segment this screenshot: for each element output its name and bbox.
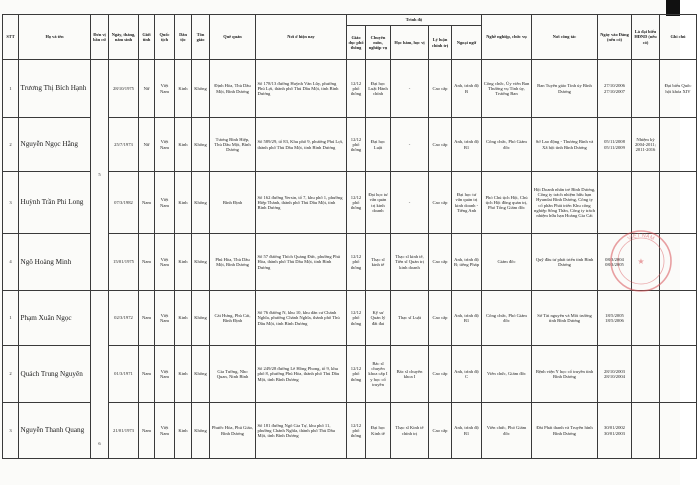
cell-nationality: Việt Nam	[155, 403, 175, 459]
cell-name: Nguyễn Ngọc Hằng	[19, 118, 91, 172]
cell-hometown: Tương Bình Hiệp, Thủ Dầu Một, Bình Dương	[210, 118, 256, 172]
cell-nationality: Việt Nam	[155, 118, 175, 172]
cell-ethnicity: Kinh	[175, 60, 192, 118]
col-header-language: Ngoại ngữ	[452, 26, 482, 60]
col-header-education-group: Trình độ	[347, 15, 482, 26]
cell-workplace: Sở Lao động - Thương Binh và Xã hội tỉnh Bình Dương	[532, 118, 598, 172]
cell-ethnicity: Kinh	[175, 346, 192, 403]
cell-name: Ngô Hoàng Minh	[19, 234, 91, 291]
cell-nationality: Việt Nam	[155, 291, 175, 346]
cell-stt: 3	[3, 403, 19, 459]
cell-hdnd	[632, 60, 660, 118]
cell-workplace: Quỹ đầu tư phát triển tỉnh Bình Dương	[532, 234, 598, 291]
table-row	[3, 291, 697, 346]
col-header-religion: Tôn giáo	[192, 15, 210, 60]
cell-party-date: 08/3/2004 08/3/2005	[598, 234, 632, 291]
col-header-specialty: Chuyên môn, nghiệp vụ	[366, 26, 391, 60]
cell-stt: 2	[3, 346, 19, 403]
cell-general-edu: 12/12 phổ thông	[347, 403, 366, 459]
cell-ethnicity: Kinh	[175, 291, 192, 346]
col-header-ethnicity: Dân tộc	[175, 15, 192, 60]
cell-stt: 1	[3, 60, 19, 118]
cell-general-edu: 12/12 phổ thông	[347, 172, 366, 234]
cell-residence: Số 57 đường Thích Quảng Đức, phường Phú Hòa, thành phố Thủ Dầu Một, tỉnh Bình Dương	[256, 234, 347, 291]
cell-occupation: Công chức, Phó Giám đốc	[482, 291, 532, 346]
col-header-note: Ghi chú	[660, 15, 697, 60]
cell-nationality: Việt Nam	[155, 346, 175, 403]
cell-dob: 25/7/1973	[109, 118, 139, 172]
cell-political: Cao cấp	[429, 346, 452, 403]
cell-general-edu: 12/12 phổ thông	[347, 118, 366, 172]
cell-degree: Thạc sĩ kinh tế, Tiến sĩ Quản trị kinh doanh	[391, 234, 429, 291]
cell-religion: Không	[192, 118, 210, 172]
cell-specialty: Kỹ sư Quản lý đất đai	[366, 291, 391, 346]
cell-occupation: Công chức, Phó Giám đốc	[482, 118, 532, 172]
cell-note	[660, 234, 697, 291]
cell-gender: Nam	[139, 172, 155, 234]
col-header-name: Họ và tên	[19, 15, 91, 60]
cell-dob: 15/01/1975	[109, 234, 139, 291]
cell-hdnd	[632, 291, 660, 346]
cell-specialty: Bác sĩ chuyên khoa cấp I y học cổ truyền	[366, 346, 391, 403]
cell-dob: 28/10/1975	[109, 60, 139, 118]
cell-hdnd	[632, 234, 660, 291]
cell-residence: Số 76 đường N, khu 10, khu dân cư Chánh Nghĩa, phường Chánh Nghĩa, thành phố Thủ Dầu Một, tỉnh Bình Dương	[256, 291, 347, 346]
cell-general-edu: 12/12 phổ thông	[347, 346, 366, 403]
cell-gender: Nam	[139, 346, 155, 403]
col-header-residence: Nơi ở hiện nay	[256, 15, 347, 60]
col-header-political: Lý luận chính trị	[429, 26, 452, 60]
cell-hometown: Bình Định	[210, 172, 256, 234]
cell-dob: 07/3/1982	[109, 172, 139, 234]
cell-hometown: Định Hòa, Thủ Dầu Một, Bình Dương	[210, 60, 256, 118]
cell-hometown: Phú Hòa, Thủ Dầu Một, Bình Dương	[210, 234, 256, 291]
cell-religion: Không	[192, 291, 210, 346]
cell-residence: Số 589/29, tổ 83, Khu phố 9, phường Phú Lợi, thành phố Thủ Dầu Một, tỉnh Bình Dương	[256, 118, 347, 172]
cell-note	[660, 118, 697, 172]
cell-hometown: Cát Hưng, Phù Cát, Bình Định	[210, 291, 256, 346]
cell-language: Anh, trình độ C	[452, 346, 482, 403]
stamp-text: VIỆT NAM	[626, 232, 656, 243]
cell-general-edu: 12/12 phổ thông	[347, 234, 366, 291]
cell-nationality: Việt Nam	[155, 60, 175, 118]
cell-ethnicity: Kinh	[175, 403, 192, 459]
cell-stt: 4	[3, 234, 19, 291]
cell-name: Huỳnh Trần Phi Long	[19, 172, 91, 234]
cell-unit: 5	[91, 60, 109, 291]
cell-hdnd: Nhiệm kỳ 2004-2011; 2011-2016	[632, 118, 660, 172]
cell-degree: -	[391, 60, 429, 118]
col-header-degree: Học hàm, học vị	[391, 26, 429, 60]
cell-occupation: Công chức, Ủy viên Ban Thường vụ Tỉnh ủy, Trưởng Ban	[482, 60, 532, 118]
cell-party-date: 30/01/2002 30/01/2003	[598, 403, 632, 459]
cell-note: Đại biểu Quốc hội khóa XIV	[660, 60, 697, 118]
stamp-star-icon: ★	[637, 257, 645, 266]
cell-party-date: 05/11/2008 05/11/2009	[598, 118, 632, 172]
cell-party-date: 27/10/2006 27/10/2007	[598, 60, 632, 118]
cell-dob: 02/3/1972	[109, 291, 139, 346]
cell-stt: 1	[3, 291, 19, 346]
cell-dob: 01/3/1971	[109, 346, 139, 403]
cell-party-date	[598, 172, 632, 234]
cell-workplace: Đài Phát thanh và Truyền hình Bình Dương	[532, 403, 598, 459]
cell-degree: -	[391, 118, 429, 172]
col-header-nationality: Quốc tịch	[155, 15, 175, 60]
cell-political: Cao cấp	[429, 291, 452, 346]
cell-occupation: Phó Chủ tịch Hội, Chủ tịch Hội đồng quản trị, Phó Tổng Giám đốc	[482, 172, 532, 234]
cell-political: Cao cấp	[429, 234, 452, 291]
cell-language: Anh, trình độ B1	[452, 291, 482, 346]
cell-name: Trương Thị Bích Hạnh	[19, 60, 91, 118]
cell-ethnicity: Kinh	[175, 118, 192, 172]
cell-language: Anh, trình độ B; tiếng Pháp	[452, 234, 482, 291]
cell-specialty: Thạc sĩ kinh tế	[366, 234, 391, 291]
cell-language: Đại học tư vấn quản trị kinh doanh - Tiếng Anh	[452, 172, 482, 234]
cell-political: Cao cấp	[429, 403, 452, 459]
col-header-unit: Đơn vị bầu cử	[91, 15, 109, 60]
cell-degree: Thạc sĩ Kinh tế chính trị	[391, 403, 429, 459]
cell-religion: Không	[192, 60, 210, 118]
cell-note	[660, 291, 697, 346]
col-header-hometown: Quê quán	[210, 15, 256, 60]
cell-residence: Số 249/28 đường Lê Hồng Phong, tổ 9, khu phố 8, phường Phú Hòa, thành phố Thủ Dầu Một, tỉnh Bình Dương	[256, 346, 347, 403]
cell-residence: Số 178/13 đường Huỳnh Văn Lũy, phường Phú Lợi, thành phố Thủ Dầu Một, tỉnh Bình Dương	[256, 60, 347, 118]
cell-dob: 21/01/1973	[109, 403, 139, 459]
cell-specialty: Đại học Luật	[366, 118, 391, 172]
cell-stt: 2	[3, 118, 19, 172]
cell-specialty: Đại học Luật Hành chính	[366, 60, 391, 118]
cell-hometown: Phước Hòa, Phú Giáo, Bình Dương	[210, 403, 256, 459]
cell-occupation: Giám đốc	[482, 234, 532, 291]
cell-general-edu: 12/12 phổ thông	[347, 291, 366, 346]
cell-gender: Nam	[139, 291, 155, 346]
cell-gender: Nữ	[139, 118, 155, 172]
cell-hometown: Gia Tường, Nho Quan, Ninh Bình	[210, 346, 256, 403]
col-header-dob: Ngày, tháng, năm sinh	[109, 15, 139, 60]
cell-religion: Không	[192, 234, 210, 291]
cell-name: Phạm Xuân Ngọc	[19, 291, 91, 346]
candidate-roster-table	[2, 14, 697, 459]
cell-note	[660, 403, 697, 459]
cell-political: Cao cấp	[429, 172, 452, 234]
cell-religion: Không	[192, 346, 210, 403]
cell-gender: Nữ	[139, 60, 155, 118]
cell-gender: Nam	[139, 234, 155, 291]
cell-occupation: Viên chức, Giám đốc	[482, 346, 532, 403]
cell-specialty: Đại học Kinh tế	[366, 403, 391, 459]
cell-degree: Thạc sĩ Luật	[391, 291, 429, 346]
cell-degree: -	[391, 172, 429, 234]
cell-political: Cao cấp	[429, 118, 452, 172]
col-header-stt: STT	[3, 15, 19, 60]
cell-specialty: Đại học tư vấn quản trị kinh doanh	[366, 172, 391, 234]
cell-party-date: 18/5/2005 18/5/2006	[598, 291, 632, 346]
cell-language: Anh, trình độ B	[452, 60, 482, 118]
cell-residence: Số 181 đường Ngô Gia Tự, khu phố 11, phường Chánh Nghĩa, thành phố Thủ Dầu Một, tỉnh Bình Dương	[256, 403, 347, 459]
table-row	[3, 60, 697, 118]
cell-religion: Không	[192, 172, 210, 234]
cell-note	[660, 172, 697, 234]
col-header-occupation: Nghề nghiệp, chức vụ	[482, 15, 532, 60]
col-header-party-date: Ngày vào Đảng (nếu có)	[598, 15, 632, 60]
cell-party-date: 28/10/2003 28/10/2004	[598, 346, 632, 403]
cell-workplace: Ban Tuyên giáo Tỉnh ủy Bình Dương	[532, 60, 598, 118]
cell-hdnd	[632, 346, 660, 403]
cell-stt: 3	[3, 172, 19, 234]
cell-ethnicity: Kinh	[175, 234, 192, 291]
cell-note	[660, 346, 697, 403]
cell-workplace: Hội Doanh nhân trẻ Bình Dương, Công ty trách nhiệm hữu hạn Hyundai Bình Dương, Công ty cổ phần Phát triển Khu công nghiệp Sông Thần, Công ty trách nhiệm hữu hạn Hoàng Gia Cát	[532, 172, 598, 234]
cell-workplace: Sở Tài nguyên và Môi trường tỉnh Bình Dương	[532, 291, 598, 346]
cell-political: Cao cấp	[429, 60, 452, 118]
cell-general-edu: 12/12 phổ thông	[347, 60, 366, 118]
cell-hdnd	[632, 403, 660, 459]
cell-name: Quách Trung Nguyên	[19, 346, 91, 403]
cell-occupation: Viên chức, Phó Giám đốc	[482, 403, 532, 459]
cell-workplace: Bệnh viện Y học cổ truyền tỉnh Bình Dương	[532, 346, 598, 403]
cell-hdnd	[632, 172, 660, 234]
header-row-1	[3, 15, 697, 26]
col-header-workplace: Nơi công tác	[532, 15, 598, 60]
cell-unit: 6	[91, 291, 109, 459]
cell-ethnicity: Kinh	[175, 172, 192, 234]
cell-gender: Nam	[139, 403, 155, 459]
cell-name: Nguyễn Thanh Quang	[19, 403, 91, 459]
cell-degree: Bác sĩ chuyên khoa I	[391, 346, 429, 403]
cell-language: Anh, trình độ B1	[452, 403, 482, 459]
cell-religion: Không	[192, 403, 210, 459]
cell-nationality: Việt Nam	[155, 234, 175, 291]
cell-language: Anh, trình độ B1	[452, 118, 482, 172]
col-header-hdnd: Là đại biểu HĐND (nếu có)	[632, 15, 660, 60]
col-header-gender: Giới tính	[139, 15, 155, 60]
cell-nationality: Việt Nam	[155, 172, 175, 234]
cell-residence: Số 162 đường Yersin, tổ 7, khu phố 1, phường Hiệp Thành, thành phố Thủ Dầu Một, tỉnh Bình Dương	[256, 172, 347, 234]
col-header-general-edu: Giáo dục phổ thông	[347, 26, 366, 60]
